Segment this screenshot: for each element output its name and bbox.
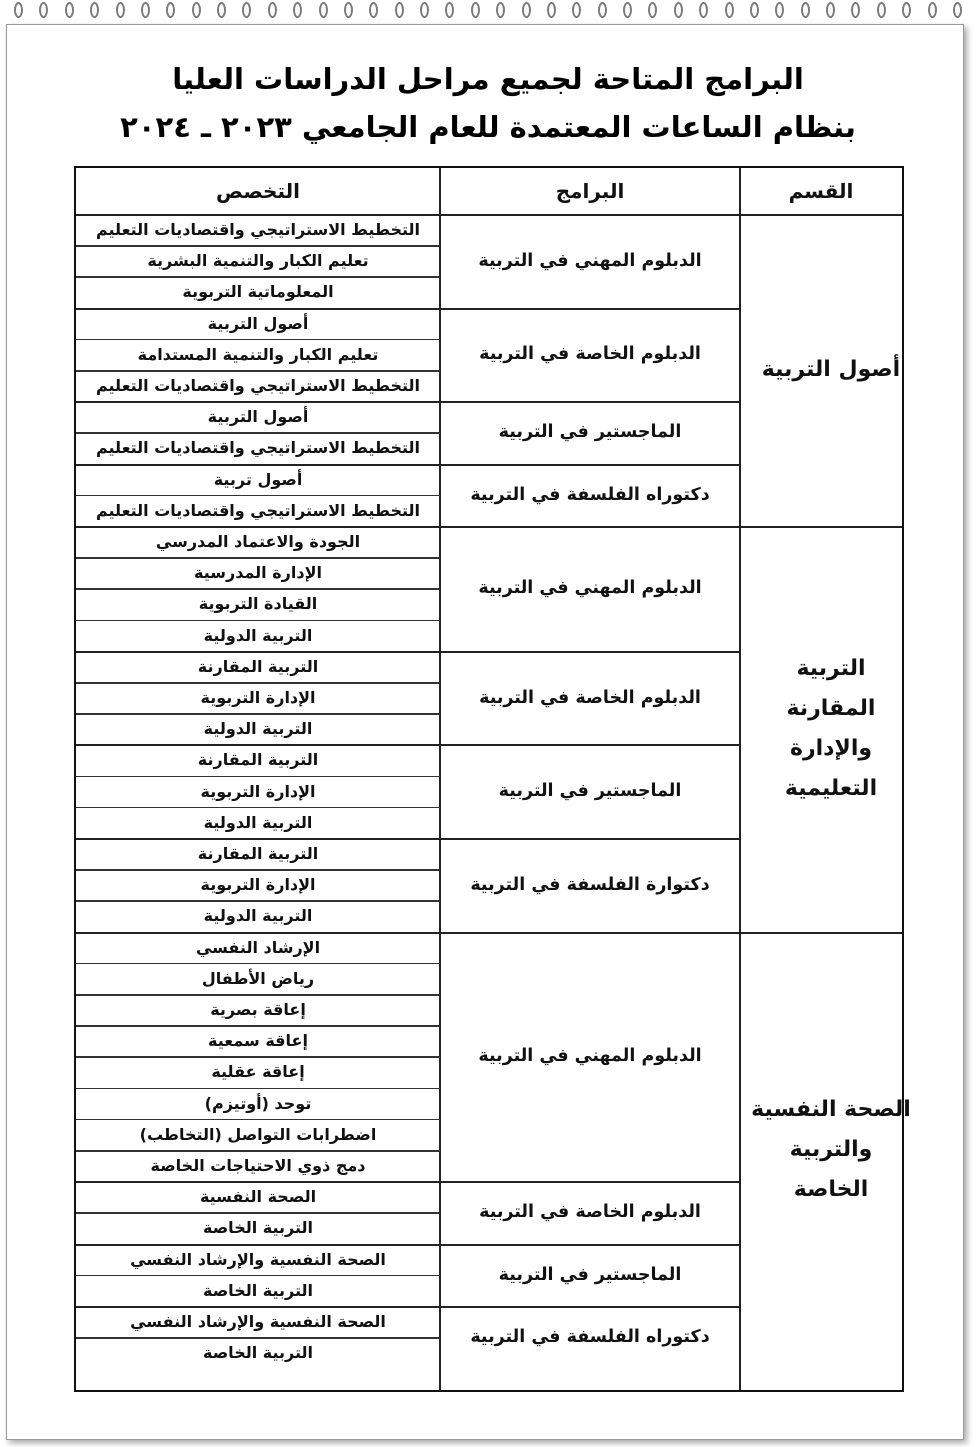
binder-ring-icon <box>395 2 404 18</box>
specialization-cell: الإرشاد النفسي <box>195 937 321 957</box>
binder-ring-icon <box>725 2 734 18</box>
specialization-cell: توحد (أوتيزم) <box>204 1093 312 1113</box>
department-cell: الصحة النفسية والتربية الخاصة <box>751 1096 911 1202</box>
binder-ring-icon <box>572 2 581 18</box>
specialization-cell: إعاقة بصرية <box>210 1000 306 1020</box>
specialization-cell: الإدارة المدرسية <box>194 563 322 583</box>
specialization-cell: التخطيط الاستراتيجي واقتصاديات التعليم <box>95 500 421 520</box>
binder-ring-icon <box>648 2 657 18</box>
header-department: القسم <box>788 179 854 203</box>
program-cell: دكتوراه الفلسفة في التربية <box>470 1327 710 1348</box>
binder-ring-icon <box>116 2 125 18</box>
specialization-cell: الصحة النفسية والإرشاد النفسي <box>130 1249 386 1269</box>
specialization-cell: الجودة والاعتماد المدرسي <box>155 532 361 552</box>
binder-ring-icon <box>547 2 556 18</box>
program-cell: الدبلوم الخاصة في التربية <box>479 344 701 365</box>
binder-ring-icon <box>90 2 99 18</box>
binder-ring-icon <box>344 2 353 18</box>
specialization-cell: التربية المقارنة <box>197 750 319 770</box>
specialization-cell: أصول التربية <box>207 313 309 333</box>
specialization-cell: التخطيط الاستراتيجي واقتصاديات التعليم <box>95 438 421 458</box>
department-cell: التربية المقارنة والإدارة التعليمية <box>784 655 878 801</box>
program-cell: الماجستير في التربية <box>498 781 682 802</box>
specialization-cell: الصحة النفسية والإرشاد النفسي <box>130 1312 386 1332</box>
specialization-cell: أصول تربية <box>213 469 303 489</box>
specialization-cell: إعاقة سمعية <box>208 1031 308 1051</box>
binder-ring-icon <box>268 2 277 18</box>
binder-ring-icon <box>623 2 632 18</box>
specialization-cell: المعلوماتية التربوية <box>182 282 334 302</box>
specialization-cell: التربية المقارنة <box>197 844 319 864</box>
department-cell: أصول التربية <box>761 357 901 382</box>
binder-ring-icon <box>851 2 860 18</box>
binder-ring-icon <box>471 2 480 18</box>
specialization-cell: اضطرابات التواصل (التخاطب) <box>139 1124 377 1144</box>
specialization-cell: التخطيط الاستراتيجي واقتصاديات التعليم <box>95 220 421 240</box>
specialization-cell: التربية الدولية <box>203 719 313 739</box>
specialization-cell: الإدارة التربوية <box>200 781 316 801</box>
binder-ring-icon <box>775 2 784 18</box>
header-programs: البرامج <box>555 179 625 203</box>
specialization-cell: التربية الدولية <box>203 812 313 832</box>
specialization-cell: التخطيط الاستراتيجي واقتصاديات التعليم <box>95 376 421 396</box>
binder-ring-icon <box>598 2 607 18</box>
binder-ring-icon <box>39 2 48 18</box>
page-subtitle: بنظام الساعات المعتمدة للعام الجامعي ٢٠٢٣ ـ ٢٠٢٤ <box>120 110 856 144</box>
specialization-cell: الإدارة التربوية <box>200 875 316 895</box>
program-cell: الدبلوم المهني في التربية <box>478 1046 702 1067</box>
binder-ring-icon <box>319 2 328 18</box>
specialization-cell: إعاقة عقلية <box>211 1062 305 1082</box>
binder-ring-icon <box>242 2 251 18</box>
program-cell: الدبلوم المهني في التربية <box>478 250 702 271</box>
program-cell: الدبلوم الخاصة في التربية <box>479 1202 701 1223</box>
specialization-cell: التربية المقارنة <box>197 656 319 676</box>
specialization-cell: تعليم الكبار والتنمية المستدامة <box>137 344 379 364</box>
program-cell: الماجستير في التربية <box>498 1264 682 1285</box>
binder-ring-icon <box>902 2 911 18</box>
binder-ring-icon <box>953 2 962 18</box>
binder-ring-icon <box>217 2 226 18</box>
binder-ring-icon <box>166 2 175 18</box>
binder-rings <box>14 2 962 26</box>
binder-ring-icon <box>14 2 23 18</box>
specialization-cell: التربية الخاصة <box>203 1218 313 1238</box>
header-specialization: التخصص <box>216 179 300 203</box>
specialization-cell: رياض الأطفال <box>201 968 315 988</box>
binder-ring-icon <box>801 2 810 18</box>
binder-ring-icon <box>445 2 454 18</box>
binder-ring-icon <box>522 2 531 18</box>
specialization-cell: التربية الدولية <box>203 625 313 645</box>
specialization-cell: دمج ذوي الاحتياجات الخاصة <box>150 1156 366 1176</box>
binder-ring-icon <box>420 2 429 18</box>
binder-ring-icon <box>496 2 505 18</box>
specialization-cell: الصحة النفسية <box>199 1187 317 1207</box>
specialization-cell: التربية الخاصة <box>203 1343 313 1363</box>
program-cell: دكتوراه الفلسفة في التربية <box>470 484 710 505</box>
program-cell: الدبلوم الخاصة في التربية <box>479 687 701 708</box>
binder-ring-icon <box>750 2 759 18</box>
binder-ring-icon <box>369 2 378 18</box>
specialization-cell: تعليم الكبار والتنمية البشرية <box>147 251 369 271</box>
binder-ring-icon <box>877 2 886 18</box>
binder-ring-icon <box>65 2 74 18</box>
specialization-cell: الإدارة التربوية <box>200 688 316 708</box>
programs-table <box>74 166 911 1392</box>
binder-ring-icon <box>141 2 150 18</box>
specialization-cell: التربية الدولية <box>203 906 313 926</box>
binder-ring-icon <box>192 2 201 18</box>
binder-ring-icon <box>928 2 937 18</box>
specialization-cell: التربية الخاصة <box>203 1280 313 1300</box>
specialization-cell: أصول التربية <box>207 407 309 427</box>
binder-ring-icon <box>826 2 835 18</box>
page-title: البرامج المتاحة لجميع مراحل الدراسات العليا <box>172 62 804 96</box>
binder-ring-icon <box>699 2 708 18</box>
binder-ring-icon <box>674 2 683 18</box>
program-cell: الماجستير في التربية <box>498 422 682 443</box>
binder-ring-icon <box>293 2 302 18</box>
specialization-cell: القيادة التربوية <box>198 594 318 614</box>
program-cell: الدبلوم المهني في التربية <box>478 578 702 599</box>
program-cell: دكتوارة الفلسفة في التربية <box>470 874 710 895</box>
